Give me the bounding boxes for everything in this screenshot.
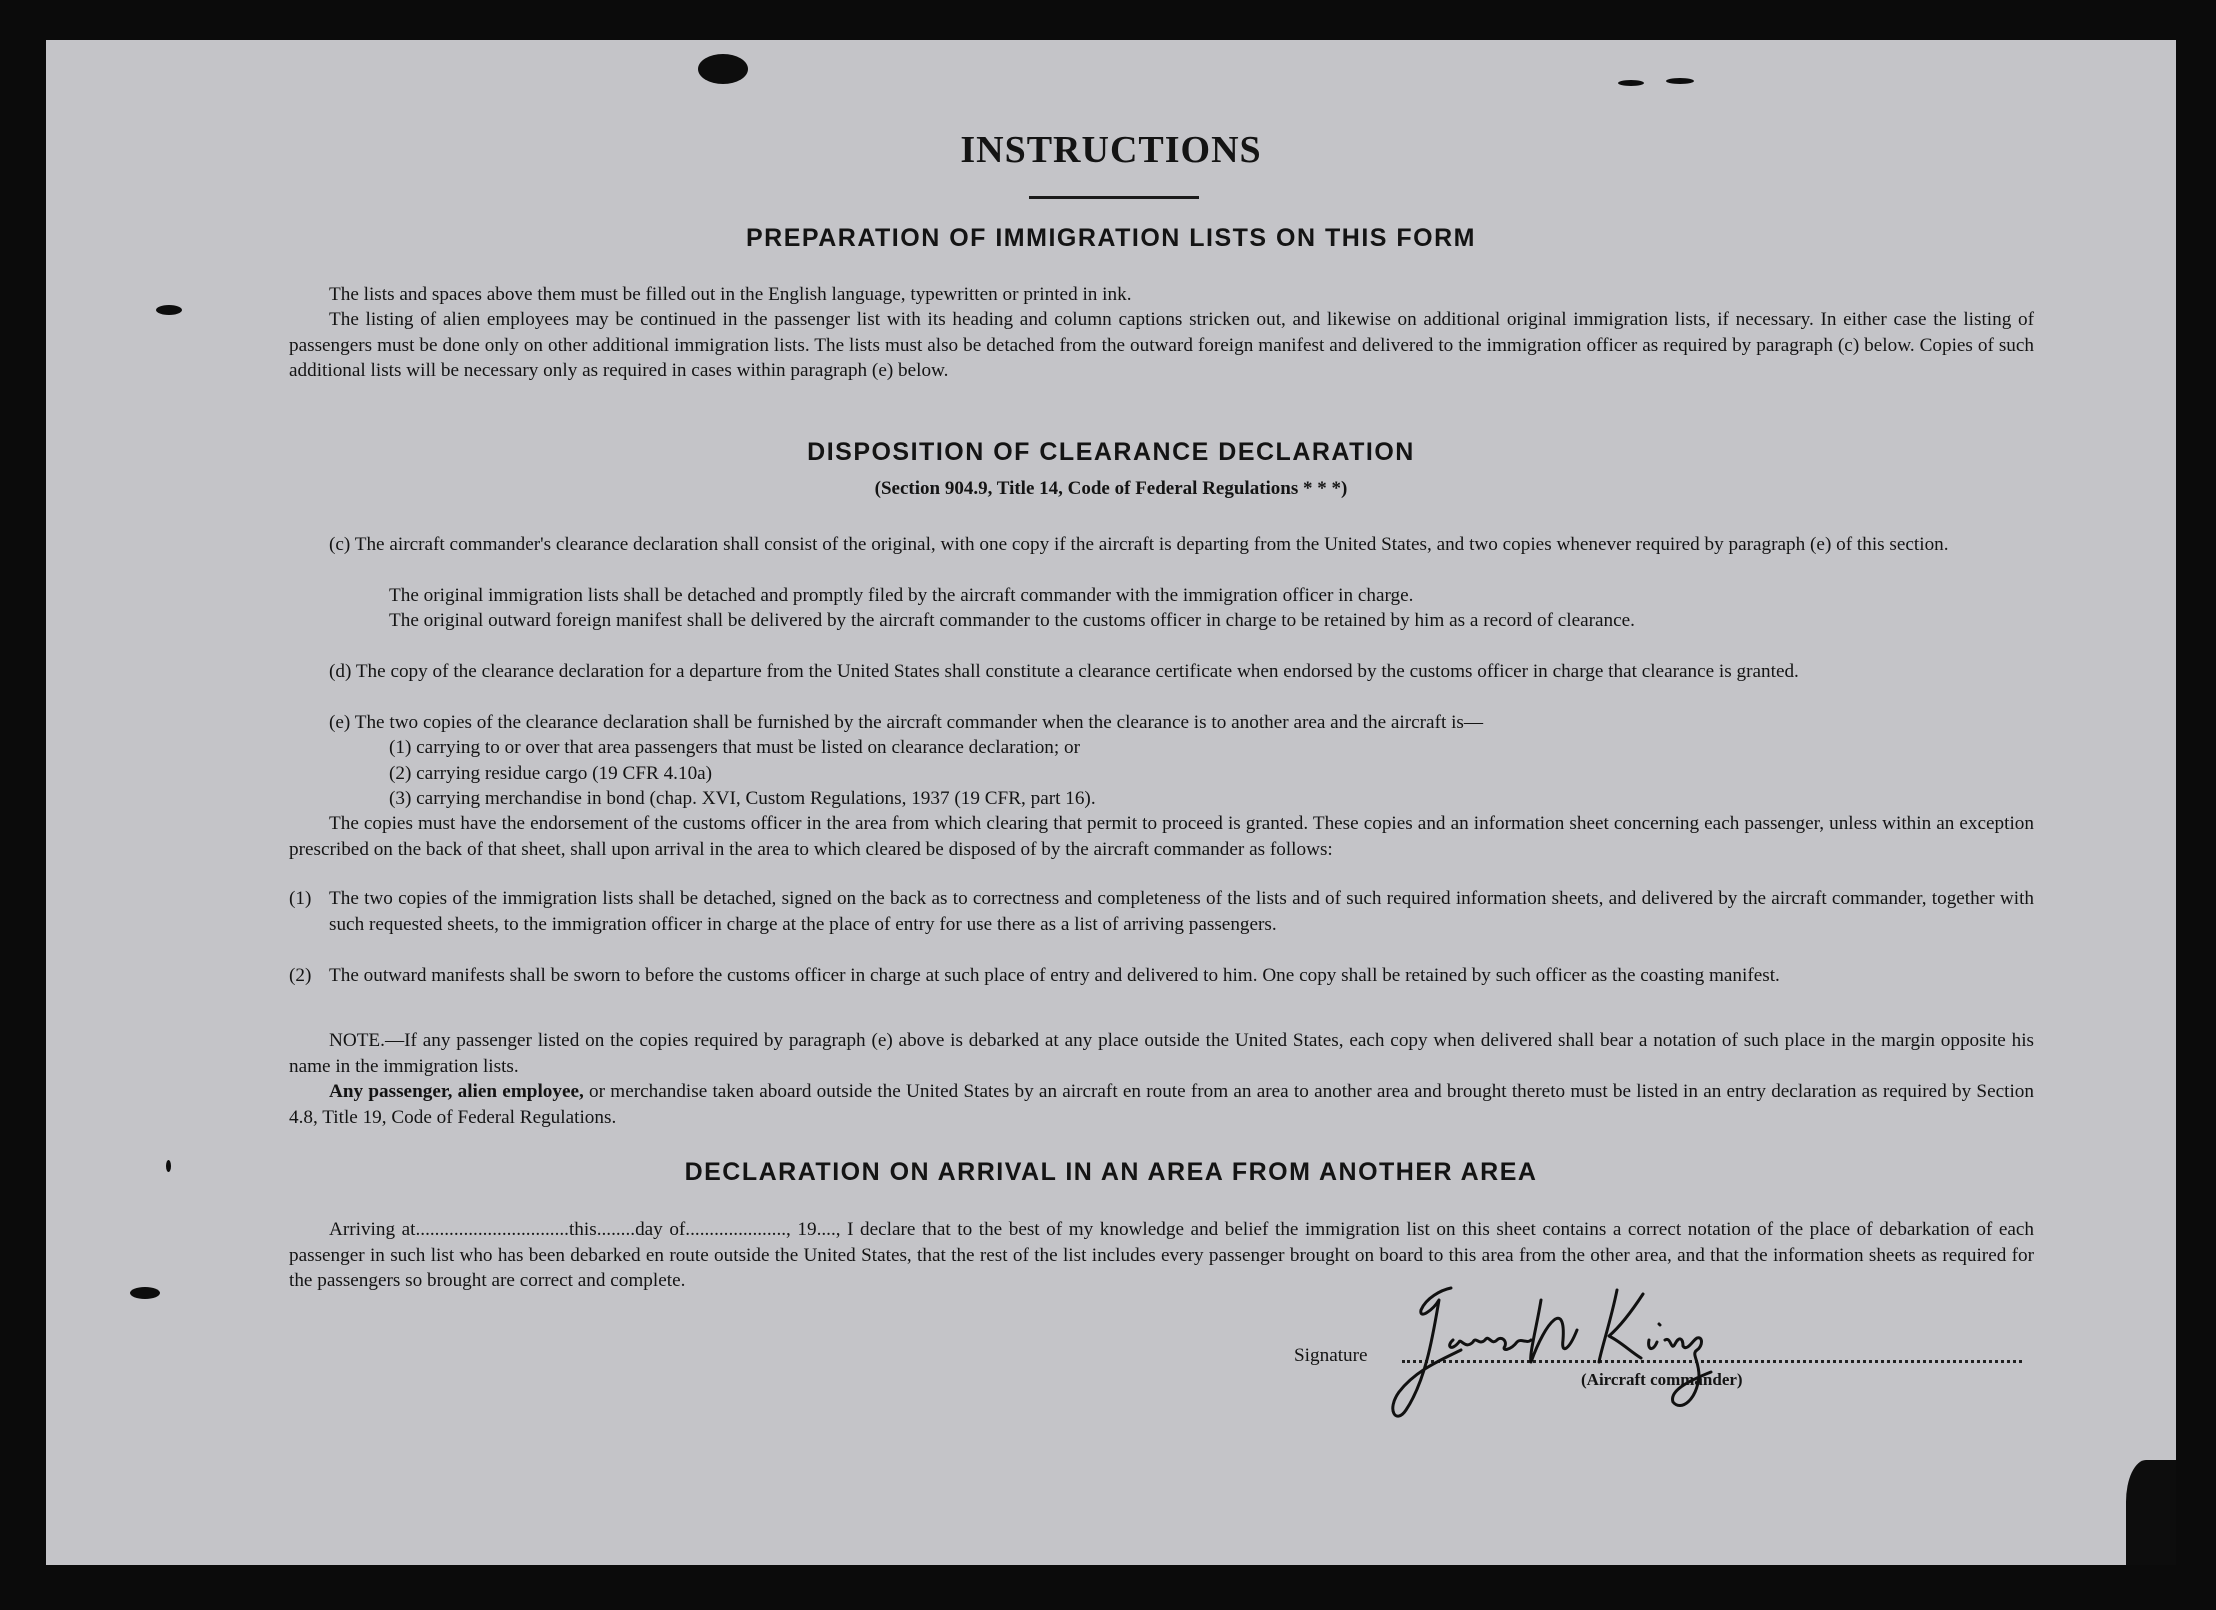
ink-blot	[130, 1287, 160, 1299]
paragraph-lists-language	[289, 282, 2034, 308]
follow-item-1	[329, 886, 2034, 937]
paragraph-declaration	[289, 1217, 2034, 1294]
paragraph-text: (e) The two copies of the clearance declaration shall be furnished by the aircraft commander when the clearance is to another area and the aircraft is—	[329, 712, 1484, 733]
follow-item-1-number: (1)	[289, 888, 312, 909]
paragraph-text: or merchandise taken aboard outside the United States by an aircraft en route from an area to another area and brought thereto must be listed in an entry declaration as required by Section 4.8, Title 19, Code of Federal Regulations.	[289, 1081, 2034, 1128]
paragraph-e	[289, 710, 2034, 736]
paragraph-text: (c) The aircraft commander's clearance declaration shall consist of the original, with one copy if the aircraft is departing from the United States, and two copies whenever required by paragraph (e) of this section.	[329, 534, 1949, 555]
document-page	[46, 40, 2176, 1565]
paragraph-any-passenger	[289, 1079, 2034, 1130]
paragraph-d	[289, 659, 2034, 685]
paragraph-copies-endorsement	[289, 811, 2034, 862]
paragraph-note	[289, 1028, 2034, 1079]
paragraph-c	[289, 532, 2034, 558]
section-heading-disposition: DISPOSITION OF CLEARANCE DECLARATION	[807, 438, 1415, 466]
ink-blot	[1666, 78, 1694, 84]
paragraph-text: The two copies of the immigration lists shall be detached, signed on the back as to correctness and completeness of the lists and of such required information sheets, and delivered by the aircraft commander, together with such requested sheets, to the immigration officer in charge at the place of entry for use there as a list of arriving passengers.	[329, 888, 2034, 935]
page-title: INSTRUCTIONS	[960, 129, 1262, 171]
follow-item-2: The outward manifests shall be sworn to before the customs officer in charge at such place of entry and delivered to him. One copy shall be retained by such officer as the coasting manifest.	[329, 965, 1780, 986]
ink-blot	[1618, 80, 1644, 86]
e-list-item-3: (3) carrying merchandise in bond (chap. XVI, Custom Regulations, 1937 (19 CFR, part 16).	[389, 788, 1096, 809]
signature-caption: (Aircraft commander)	[1581, 1370, 1743, 1389]
ink-blot	[2126, 1460, 2176, 1565]
signature-label: Signature	[1294, 1345, 1368, 1366]
paragraph-text: The listing of alien employees may be continued in the passenger list with its heading and column captions stricken out, and likewise on additional original immigration lists, if necessary. In either case the listing of passengers must be done only on other additional immigration lists. The lists must also be detached from the outward foreign manifest and delivered to the immigration officer as required by paragraph (c) below. Copies of such additional lists will be necessary only as required in cases within paragraph (e) below.	[289, 309, 2034, 381]
title-rule	[1029, 196, 1199, 199]
e-list-item-2: (2) carrying residue cargo (19 CFR 4.10a)	[389, 763, 713, 784]
e-list-item-1: (1) carrying to or over that area passengers that must be listed on clearance declaration; or	[389, 737, 1080, 758]
paragraph-c-sub2: The original outward foreign manifest shall be delivered by the aircraft commander to the customs officer in charge to be retained by him as a record of clearance.	[389, 610, 1635, 631]
paragraph-text: The lists and spaces above them must be filled out in the English language, typewritten or printed in ink.	[329, 284, 1132, 305]
follow-item-2-number: (2)	[289, 965, 312, 986]
paragraph-text: NOTE.—If any passenger listed on the copies required by paragraph (e) above is debarked at any place outside the United States, each copy when delivered shall bear a notation of such place in the margin opposite his name in the immigration lists.	[289, 1030, 2034, 1077]
section-heading-preparation: PREPARATION OF IMMIGRATION LISTS ON THIS FORM	[746, 224, 1476, 252]
paragraph-alien-employees	[289, 307, 2034, 384]
paragraph-text: (d) The copy of the clearance declaration for a departure from the United States shall constitute a clearance certificate when endorsed by the customs officer in charge that clearance is granted.	[329, 661, 1799, 682]
section-heading-declaration: DECLARATION ON ARRIVAL IN AN AREA FROM ANOTHER AREA	[684, 1158, 1538, 1186]
ink-blot	[698, 54, 748, 84]
paragraph-text: The copies must have the endorsement of the customs officer in the area from which clearing that permit to proceed is granted. These copies and an information sheet concerning each passenger, unless within an exception prescribed on the back of that sheet, shall upon arrival in the area to which cleared be disposed of by the aircraft commander as follows:	[289, 813, 2034, 860]
handwritten-signature	[1381, 1280, 1741, 1430]
paragraph-c-sub1	[349, 583, 2034, 609]
paragraph-lead: Any passenger, alien employee,	[329, 1081, 584, 1102]
paragraph-text: Arriving at................................this........day of....................., 19...., I declare that to the best of my knowledge and belief the immigration list on this sheet contains a correct notation of the place of debarkation of each passenger in such list who has been debarked en route outside the United States, that the rest of the list includes every passenger brought on board to this area from the other area, and that the information sheets as required for the passengers so brought are correct and complete.	[289, 1219, 2034, 1291]
section-subheading-citation: (Section 904.9, Title 14, Code of Federal Regulations * * *)	[874, 478, 1348, 499]
ink-blot	[156, 305, 182, 315]
paragraph-text: The original immigration lists shall be detached and promptly filed by the aircraft commander with the immigration officer in charge.	[389, 585, 1414, 606]
